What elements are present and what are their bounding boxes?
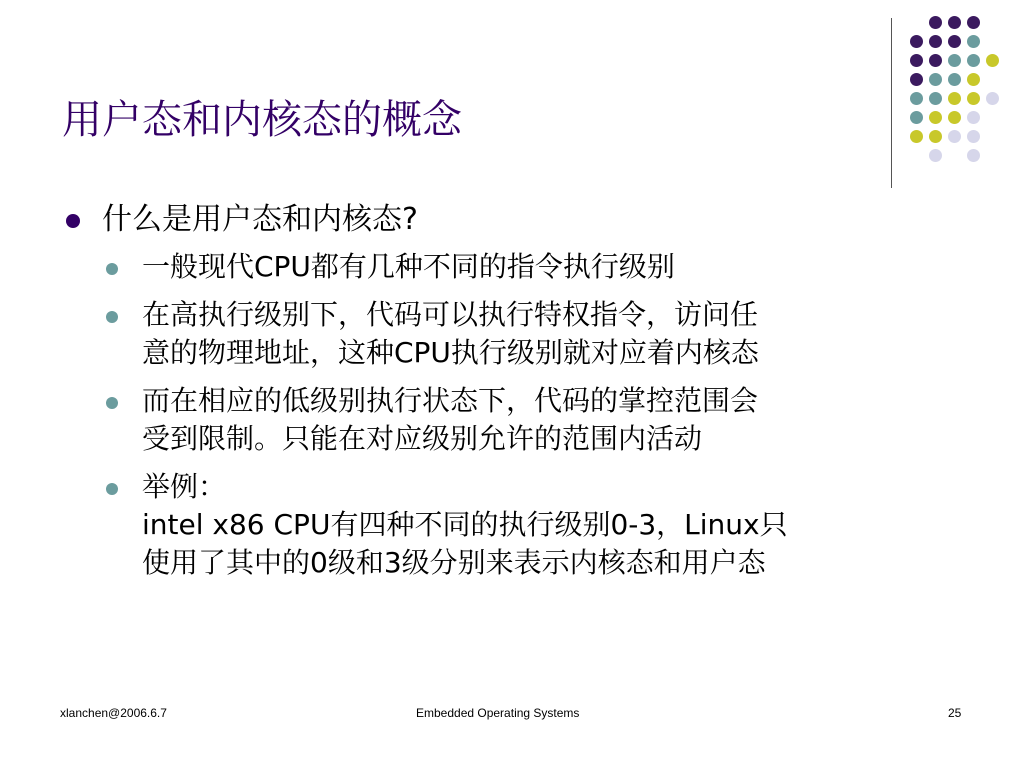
subbullet-text: 一般现代CPU都有几种不同的指令执行级别 <box>142 250 675 283</box>
decorative-dot <box>948 16 961 29</box>
footer-author: xlanchen@2006.6.7 <box>60 706 167 720</box>
decorative-dot <box>910 130 923 143</box>
bullet-text: 什么是用户态和内核态? <box>102 202 418 237</box>
decorative-dot <box>986 92 999 105</box>
subbullet-item <box>62 296 962 372</box>
bullet-level1 <box>62 200 962 240</box>
decorative-dot <box>910 92 923 105</box>
decorative-dot <box>986 54 999 67</box>
decorative-dot <box>929 130 942 143</box>
decorative-dot <box>910 54 923 67</box>
decorative-dot <box>967 16 980 29</box>
decorative-dot <box>967 73 980 86</box>
subbullet-item <box>62 382 962 458</box>
bullet-dot-icon <box>66 214 80 228</box>
bullet-list <box>62 200 962 592</box>
decorative-dot <box>910 73 923 86</box>
decorative-dot <box>929 35 942 48</box>
decorative-divider <box>891 18 892 188</box>
subbullet-dot-icon <box>106 397 118 409</box>
decorative-dot <box>910 35 923 48</box>
slide-title: 用户态和内核态的概念 <box>62 97 462 143</box>
subbullet-item <box>62 468 962 582</box>
decorative-dot <box>929 16 942 29</box>
subbullet-item <box>62 248 962 286</box>
decorative-dot <box>948 111 961 124</box>
subbullet-text: 在高执行级别下，代码可以执行特权指令，访问任 意的物理地址，这种CPU执行级别就对应着内核态 <box>142 298 759 369</box>
subbullet-text: 而在相应的低级别执行状态下，代码的掌控范围会 受到限制。只能在对应级别允许的范围内活动 <box>142 384 759 455</box>
subbullet-dot-icon <box>106 311 118 323</box>
decorative-dot <box>929 73 942 86</box>
decorative-dot <box>967 54 980 67</box>
decorative-dot <box>910 111 923 124</box>
decorative-dot <box>929 111 942 124</box>
decorative-dot-grid <box>910 16 1002 164</box>
decorative-dot <box>948 35 961 48</box>
footer-page-number: 25 <box>948 706 962 720</box>
decorative-dot <box>929 149 942 162</box>
decorative-dot <box>929 92 942 105</box>
subbullet-dot-icon <box>106 483 118 495</box>
decorative-dot <box>948 73 961 86</box>
subbullet-text: 举例： intel x86 CPU有四种不同的执行级别0-3，Linux只 使用了其中的0级和3级分别来表示内核态和用户态 <box>142 470 788 579</box>
decorative-dot <box>967 130 980 143</box>
decorative-dot <box>967 92 980 105</box>
decorative-dot <box>967 35 980 48</box>
subbullet-dot-icon <box>106 263 118 275</box>
footer-course-title: Embedded Operating Systems <box>416 706 580 720</box>
decorative-dot <box>929 54 942 67</box>
decorative-dot <box>948 130 961 143</box>
decorative-dot <box>967 111 980 124</box>
decorative-dot <box>948 54 961 67</box>
decorative-dot <box>948 92 961 105</box>
decorative-dot <box>967 149 980 162</box>
